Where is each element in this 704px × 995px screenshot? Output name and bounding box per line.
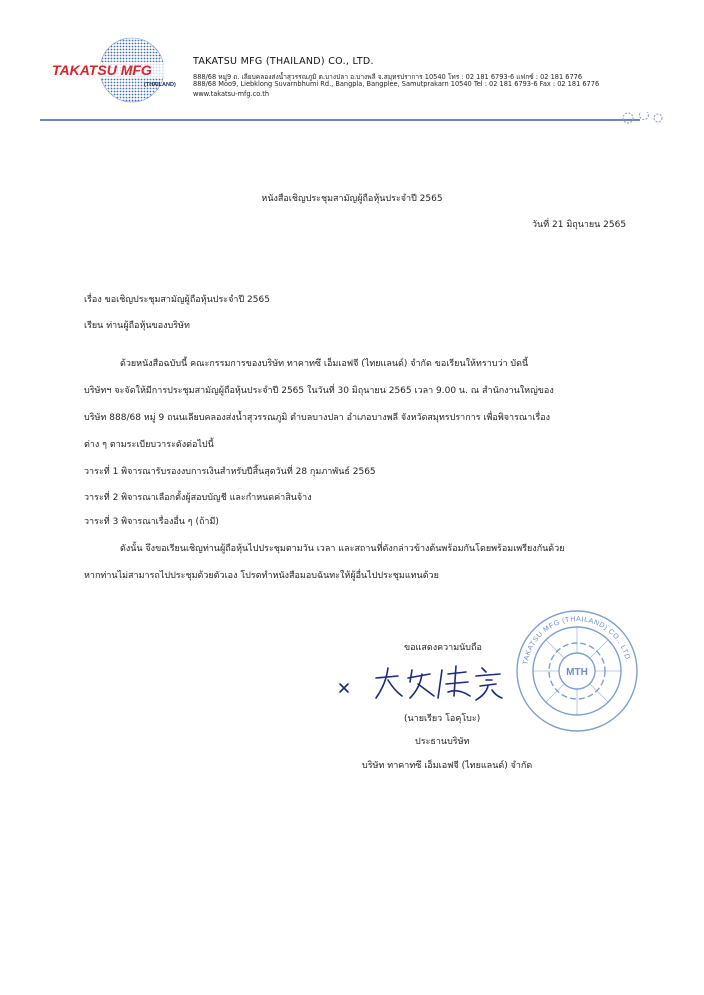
agenda-item: วาระที่ 3 พิจารณาเรื่องอื่น ๆ (ถ้ามี) <box>84 517 219 527</box>
signer-name: (นายเรียว โอคุโบะ) <box>404 714 481 724</box>
logo-subtext: (THAILAND) <box>144 82 176 88</box>
company-logo <box>50 36 190 104</box>
address-english: 888/68 Moo9, Liebklong Suvarnbhumi Rd., Bangpla, Bangplee, Samutprakarn 10540 Tel : 02 181 6793-6 Fax : 02 181 6776 <box>193 80 600 88</box>
gear-icon <box>640 112 649 120</box>
subject-line: เรื่อง ขอเชิญประชุมสามัญผู้ถือหุ้นประจำปี 2565 <box>84 295 270 305</box>
header-divider <box>40 112 664 126</box>
seal-center-text: MTH <box>566 667 588 678</box>
signer-title: ประธานบริษัท <box>415 737 470 747</box>
signature <box>336 660 506 705</box>
signer-company: บริษัท ทาคาทซึ เอ็มเอฟจี (ไทยแลนด์) จำกัด <box>362 761 533 771</box>
closing-paragraph-line: หากท่านไม่สามารถไปประชุมด้วยตัวเอง โปรดทำหนังสือมอบฉันทะให้ผู้อื่นไปประชุมแทนด้วย <box>84 571 439 581</box>
document-date: วันที่ 21 มิถุนายน 2565 <box>532 220 627 230</box>
agenda-item: วาระที่ 2 พิจารณาเลือกตั้งผู้สอบบัญชี และกำหนดค่าสินจ้าง <box>84 493 312 503</box>
company-name: TAKATSU MFG (THAILAND) CO., LTD. <box>193 56 374 67</box>
paragraph-line: ด้วยหนังสือฉบับนี้ คณะกรรมการของบริษัท ทาคาทซึ เอ็มเอฟจี (ไทยแลนด์) จำกัด ขอเรียนให้ทราบว่า บัดนี้ <box>120 359 529 369</box>
company-seal <box>513 607 641 735</box>
paragraph-line: บริษัทฯ จะจัดให้มีการประชุมสามัญผู้ถือหุ้นประจำปี 2565 ในวันที่ 30 มิถุนายน 2565 เวลา 9.00 น. ณ สำนักงานใหญ่ของ <box>84 386 554 396</box>
website: www.takatsu-mfg.co.th <box>193 90 270 98</box>
paragraph-line: บริษัท 888/68 หมู่ 9 ถนนเลียบคลองส่งน้ำสุวรรณภูมิ ตำบลบางปลา อำเภอบางพลี จังหวัดสมุทรปราการ เพื่อพิจารณาเรื่อง <box>84 413 551 423</box>
address-thai: 888/68 หมู่9 ถ. เลียบคลองส่งน้ำสุวรรณภูมิ ต.บางปลา อ.บางพลี จ.สมุทรปราการ 10540 โทร : 02 181 6793-6 แฟกซ์ : 02 181 6776 <box>193 73 583 81</box>
svg-text:TAKATSU MFG (THAILAND) CO., LT: TAKATSU MFG (THAILAND) CO., LTD. <box>522 615 632 666</box>
recipient-line: เรียน ท่านผู้ถือหุ้นของบริษัท <box>84 321 190 331</box>
agenda-item: วาระที่ 1 พิจารณารับรองงบการเงินสำหรับปีสิ้นสุดวันที่ 28 กุมภาพันธ์ 2565 <box>84 467 376 477</box>
paragraph-line: ต่าง ๆ ตามระเบียบวาระดังต่อไปนี้ <box>84 440 214 450</box>
gear-icon <box>623 113 633 123</box>
closing-paragraph-line: ดังนั้น จึงขอเรียนเชิญท่านผู้ถือหุ้นไปประชุมตามวัน เวลา และสถานที่ดังกล่าวข้างต้นพร้อมกันโดยพร้อมเพรียงกันด้วย <box>120 544 565 554</box>
logo-text: TAKATSU MFG <box>52 62 152 78</box>
document-title: หนังสือเชิญประชุมสามัญผู้ถือหุ้นประจำปี 2565 <box>261 194 443 204</box>
gear-icon <box>654 114 662 122</box>
closing-salutation: ขอแสดงความนับถือ <box>404 643 482 653</box>
